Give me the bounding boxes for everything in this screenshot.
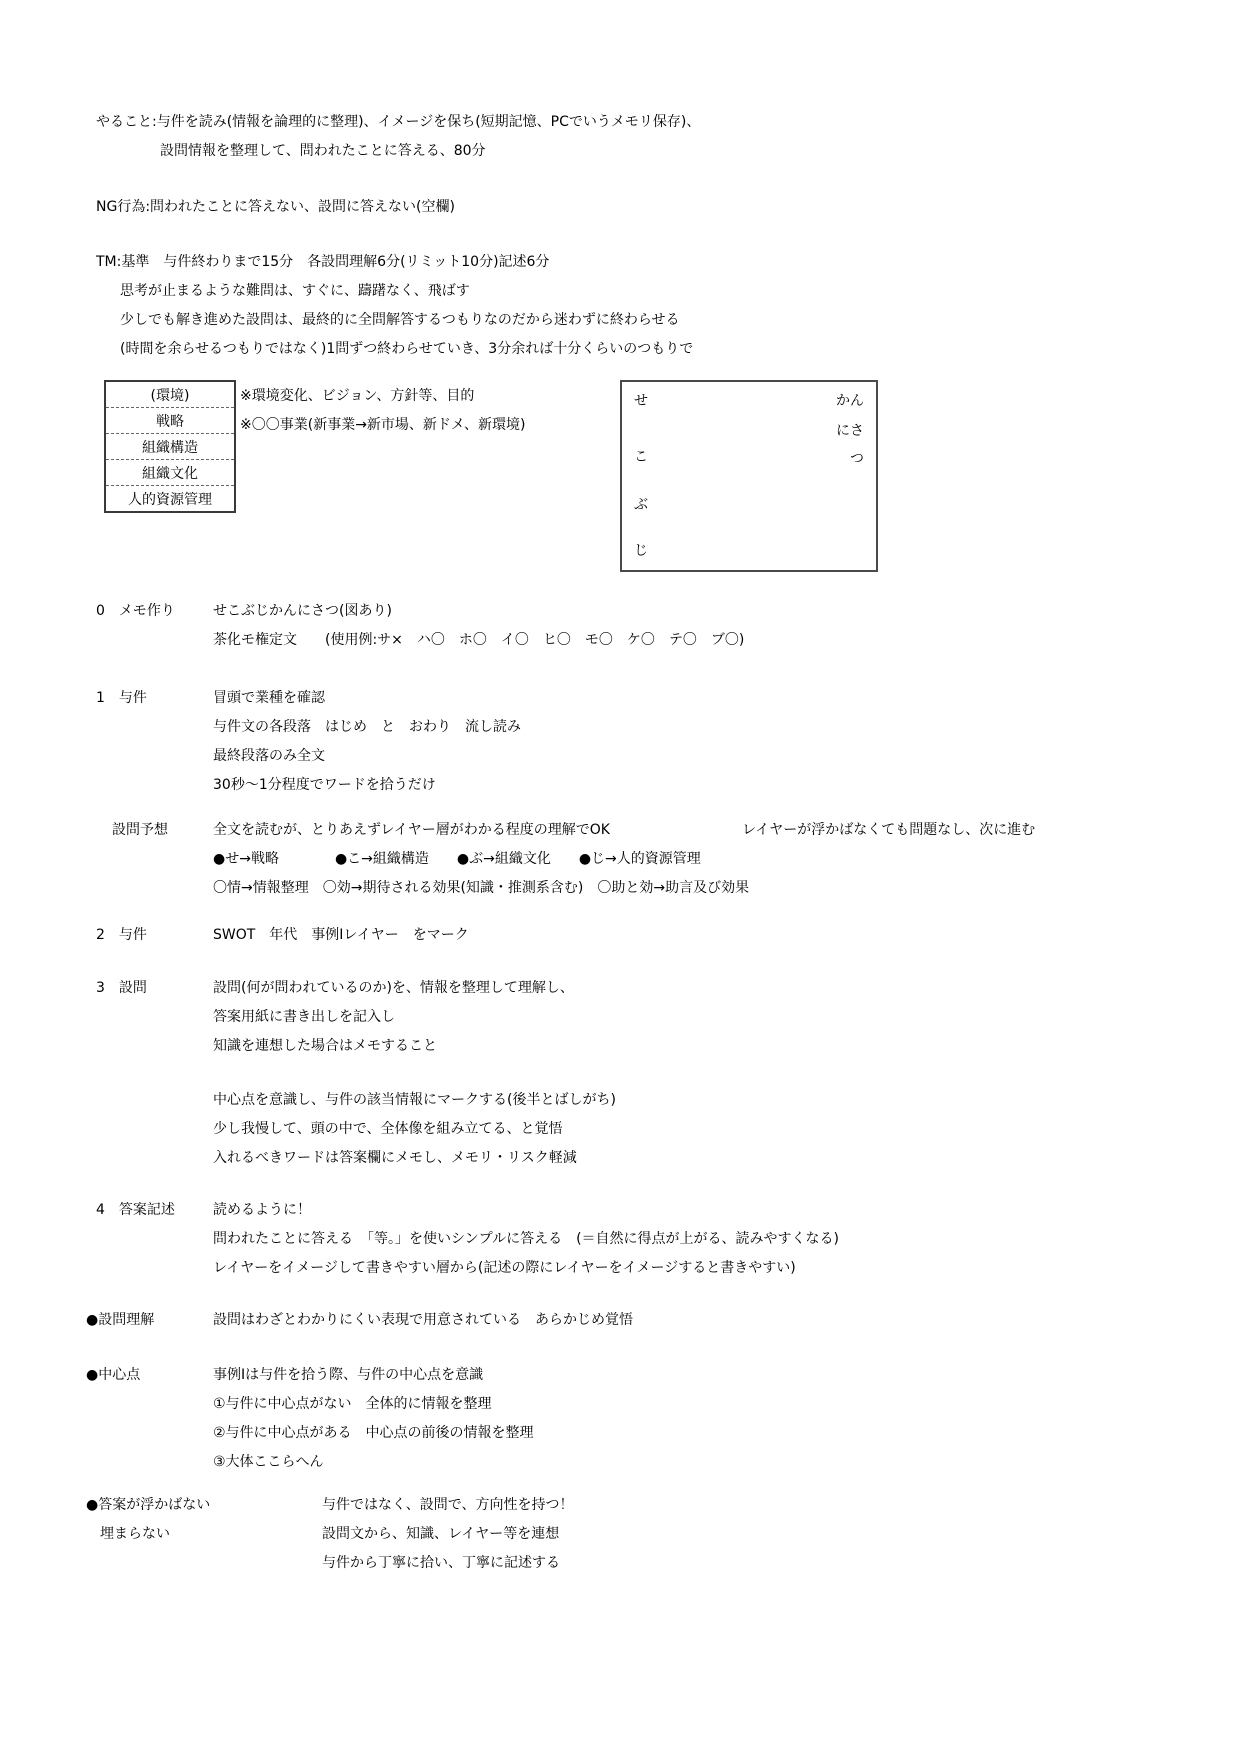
section-chushin-line-4: ③大体ここらへん [213,1454,324,1470]
section-kijutsu-label: 4 答案記述 [96,1202,175,1218]
section-setsumon-line-4: 中心点を意識し、与件の該当情報にマークする(後半とばしがち) [213,1092,616,1108]
section-chushin-label: ●中心点 [86,1367,141,1383]
intro-line-1: やること:与件を読み(情報を論理的に整理)、イメージを保ち(短期記憶、PCでいうメモリ保存)、 [96,114,701,130]
tm-line-1: TM:基準 与件終わりまで15分 各設問理解6分(リミット10分)記述6分 [96,254,550,270]
section-ukabanai-label-2: 埋まらない [100,1526,170,1542]
memo-box-letter-ji: じ [634,543,648,559]
section-yoken2-line-1: SWOT 年代 事例Ⅰレイヤー をマーク [213,927,469,943]
section-yoken1-line-2: 与件文の各段落 はじめ と おわり 流し読み [213,719,521,735]
section-ukabanai-line-3: 与件から丁寧に拾い、丁寧に記述する [322,1555,560,1571]
memo-box-letter-bu: ぶ [634,497,648,513]
layer-table-row: (環境) [106,382,234,408]
section-yoken1-label: 1 与件 [96,690,147,706]
ng-line: NG行為:問われたことに答えない、設問に答えない(空欄) [96,199,455,215]
section-ukabanai-label-1: ●答案が浮かばない [86,1497,211,1513]
layer-note-1: ※環境変化、ビジョン、方針等、目的 [240,388,475,404]
layer-table-row: 組織構造 [106,434,234,460]
section-yosou-line-1-left: 全文を読むが、とりあえずレイヤー層がわかる程度の理解でOK [213,822,610,838]
section-yosou-line-2: ●せ→戦略 ●こ→組織構造 ●ぶ→組織文化 ●じ→人的資源管理 [213,851,701,867]
section-rikai-line-1: 設問はわざとわかりにくい表現で用意されている あらかじめ覚悟 [213,1312,633,1328]
memo-box-letter-se: せ [634,393,648,409]
section-yoken2-label: 2 与件 [96,927,147,943]
layer-table-row: 人的資源管理 [128,491,212,508]
tm-line-3: 少しでも解き進めた設問は、最終的に全問解答するつもりなのだから迷わずに終わらせる [120,312,680,328]
layer-note-2: ※〇〇事業(新事業→新市場、新ドメ、新環境) [240,417,526,433]
tm-line-4: (時間を余らせるつもりではなく)1問ずつ終わらせていき、3分余れば十分くらいのつもりで [120,341,694,357]
section-setsumon-line-1: 設問(何が問われているのか)を、情報を整理して理解し、 [213,980,574,996]
section-memo-label: 0 メモ作り [96,603,175,619]
section-setsumon-line-6: 入れるべきワードは答案欄にメモし、メモリ・リスク軽減 [213,1150,577,1166]
section-setsumon-label: 3 設問 [96,980,147,996]
layer-table-row: 組織文化 [106,460,234,486]
section-memo-line-1: せこぶじかんにさつ(図あり) [213,603,392,619]
intro-line-2: 設問情報を整理して、問われたことに答える、80分 [160,143,486,159]
section-kijutsu-line-2: 問われたことに答える 「等。」を使いシンプルに答える (＝自然に得点が上がる、読みやすくなる) [213,1231,840,1247]
section-memo-line-2: 茶化モ権定文 (使用例:サ× ハ〇 ホ〇 イ〇 ヒ〇 モ〇 ケ〇 テ〇 ブ〇) [213,632,745,648]
memo-box-letter-tsu: つ [850,451,864,467]
section-yosou-line-3: 〇情→情報整理 〇効→期待される効果(知識・推測系含む) 〇助と効→助言及び効果 [213,880,750,896]
section-ukabanai-line-1: 与件ではなく、設問で、方向性を持つ！ [322,1497,574,1513]
layer-table [104,380,236,513]
section-ukabanai-line-2: 設問文から、知識、レイヤー等を連想 [322,1526,560,1542]
section-chushin-line-3: ②与件に中心点がある 中心点の前後の情報を整理 [213,1425,534,1441]
memo-box-letter-kan: かん [836,393,864,409]
section-yoken1-line-4: 30秒～1分程度でワードを拾うだけ [213,777,436,793]
section-yosou-line-1-right: レイヤーが浮かばなくても問題なし、次に進む [742,822,1036,838]
section-setsumon-line-3: 知識を連想した場合はメモすること [213,1038,437,1054]
section-chushin-line-2: ①与件に中心点がない 全体的に情報を整理 [213,1396,492,1412]
section-yoken1-line-1: 冒頭で業種を確認 [213,690,325,706]
section-yoken1-line-3: 最終段落のみ全文 [213,748,325,764]
layer-table-row: 戦略 [106,408,234,434]
section-kijutsu-line-3: レイヤーをイメージして書きやすい層から(記述の際にレイヤーをイメージすると書きやすい) [213,1260,796,1276]
section-setsumon-line-2: 答案用紙に書き出しを記入し [213,1009,395,1025]
section-yosou-label: 設問予想 [112,822,168,838]
section-kijutsu-line-1: 読めるように！ [213,1202,311,1218]
memo-box-letter-nisa: にさ [836,423,864,439]
section-chushin-line-1: 事例Ⅰは与件を拾う際、与件の中心点を意識 [213,1367,484,1383]
memo-box-letter-ko: こ [634,449,648,465]
tm-line-2: 思考が止まるような難問は、すぐに、躊躇なく、飛ばす [120,283,470,299]
memo-box [620,380,878,572]
section-setsumon-line-5: 少し我慢して、頭の中で、全体像を組み立てる、と覚悟 [213,1121,563,1137]
section-rikai-label: ●設問理解 [86,1312,155,1328]
